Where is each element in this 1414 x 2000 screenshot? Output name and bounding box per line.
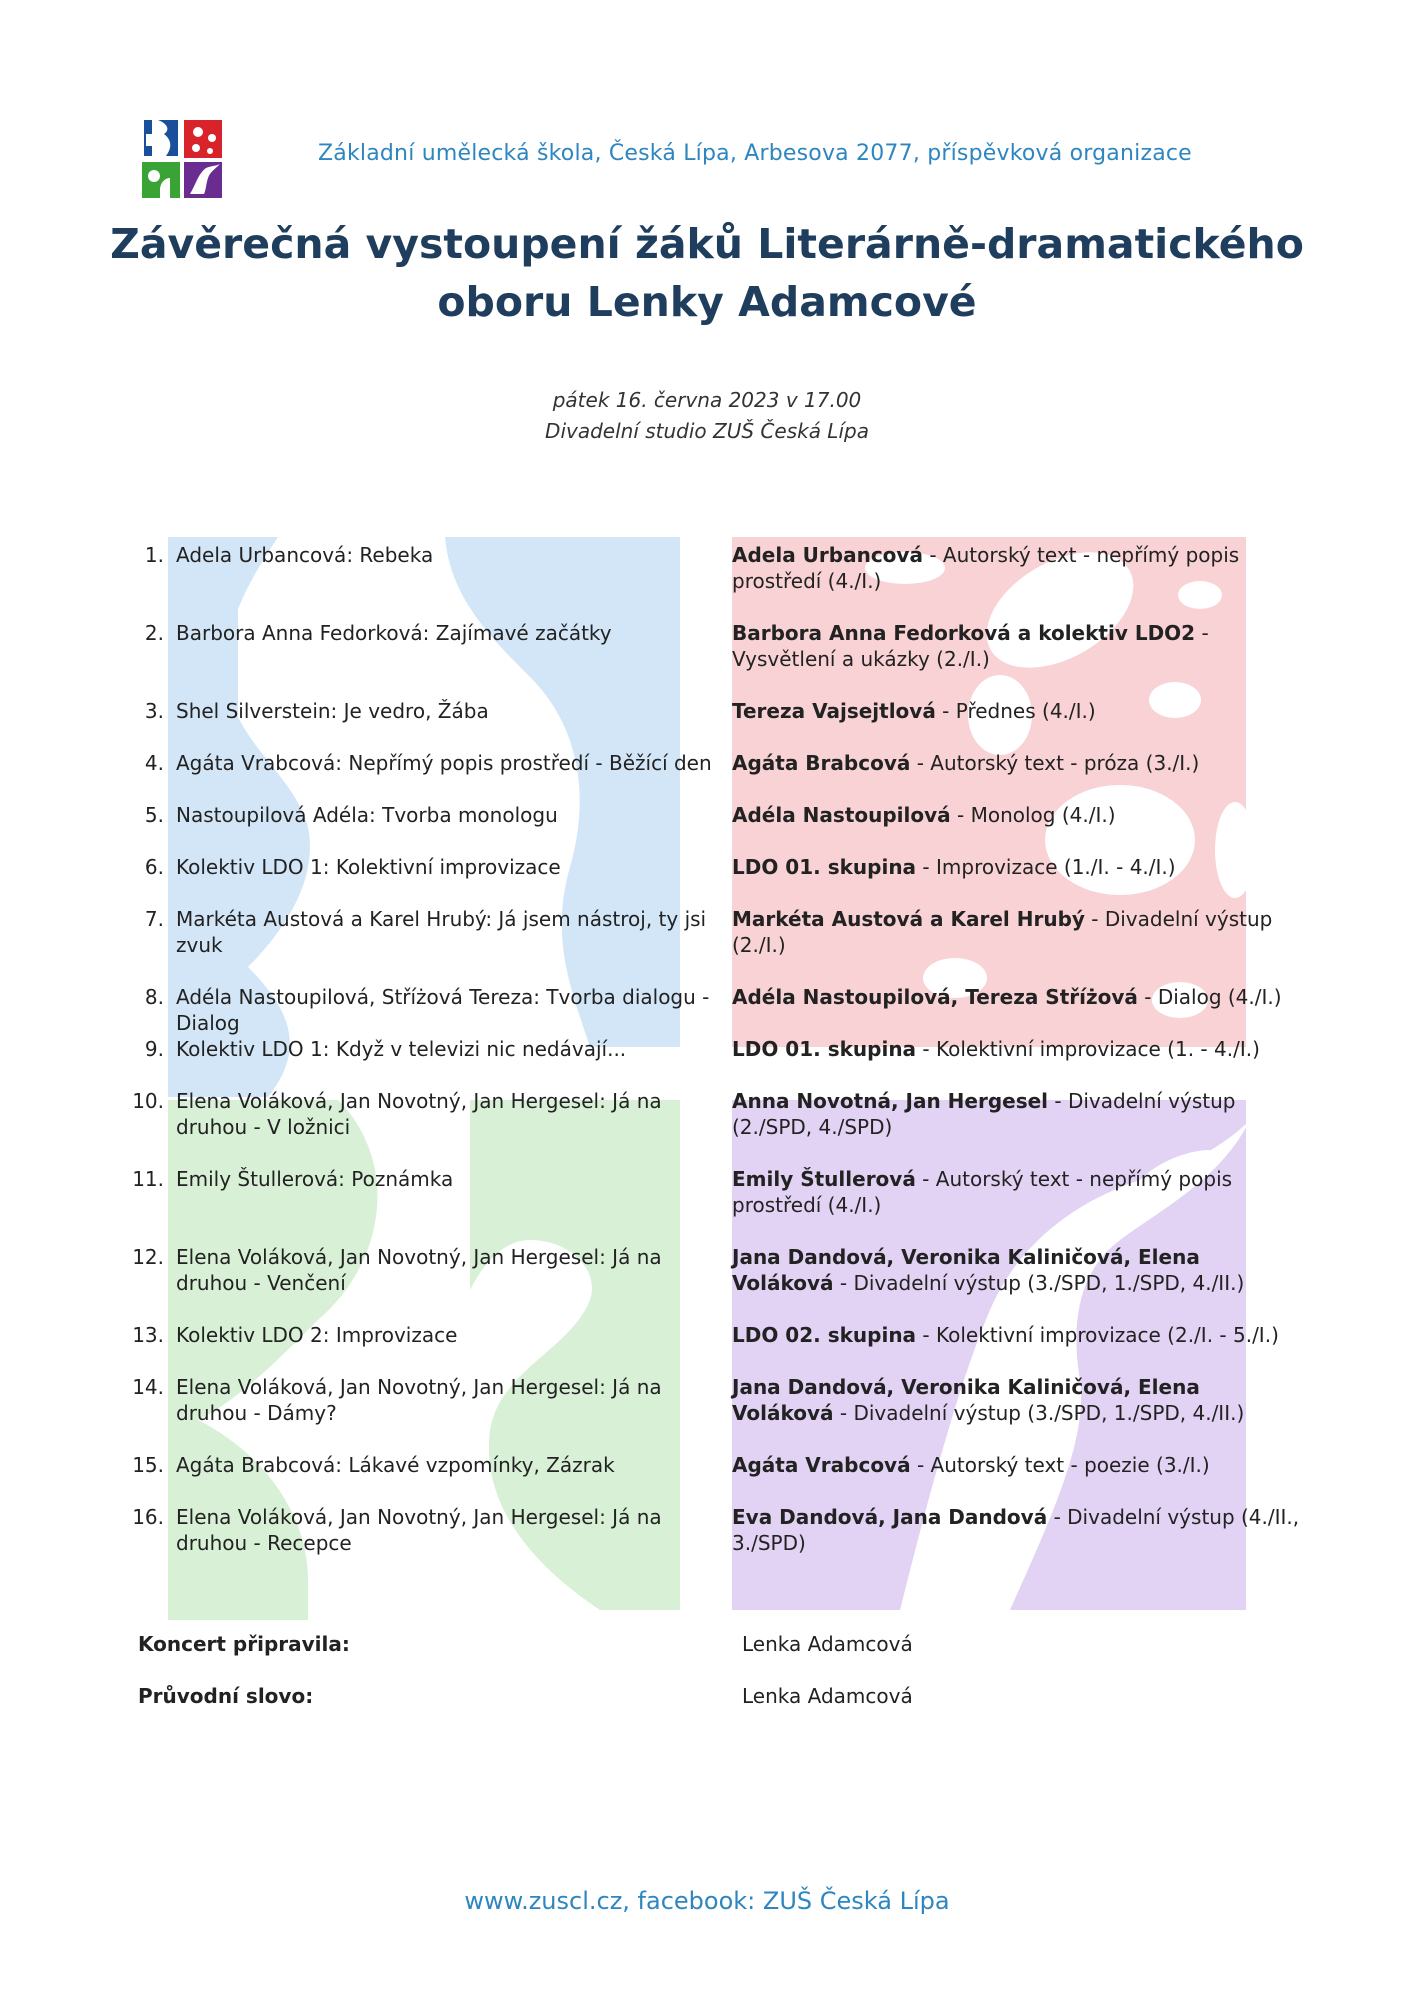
item-performance — [732, 698, 1302, 724]
item-piece: Agáta Brabcová: Lákavé vzpomínky, Zázrak — [176, 1453, 615, 1477]
item-performer: Emily Štullerová — [732, 1167, 916, 1191]
item-number: 6. — [144, 855, 164, 879]
school-name: Základní umělecká škola, Česká Lípa, Arbesova 2077, příspěvková organizace — [318, 141, 1192, 166]
item-piece: Kolektiv LDO 1: Kolektivní improvizace — [176, 855, 561, 879]
item-detail: - Kolektivní improvizace (2./I. - 5./I.) — [916, 1323, 1279, 1347]
item-number: 2. — [144, 621, 164, 645]
item-number: 16. — [132, 1505, 164, 1529]
item-number: 13. — [132, 1323, 164, 1347]
item-performer: Markéta Austová a Karel Hrubý — [732, 907, 1085, 931]
item-performer: Adéla Nastoupilová, Tereza Stříżová — [732, 985, 1138, 1009]
credit-label: Koncert připravila: — [138, 1632, 350, 1656]
item-performer: Tereza Vajsejtlová — [732, 699, 936, 723]
item-number: 7. — [144, 907, 164, 931]
item-piece: Adela Urbancová: Rebeka — [176, 543, 434, 567]
item-piece: Elena Voláková, Jan Novotný, Jan Hergesel: Já na druhou - Dámy? — [176, 1375, 662, 1425]
item-detail: - Divadelní výstup (3./SPD, 1./SPD, 4./II.) — [833, 1271, 1245, 1295]
item-performer: Jana Dandová, Veronika Kaliničová, Elena Voláková — [732, 1375, 1200, 1425]
item-number: 10. — [132, 1089, 164, 1113]
item-detail: - Divadelní výstup (3./SPD, 1./SPD, 4./II.) — [833, 1401, 1245, 1425]
item-number: 8. — [144, 985, 164, 1009]
item-piece: Adéla Nastoupilová, Stříżová Tereza: Tvorba dialogu - Dialog — [176, 985, 710, 1035]
item-performance — [732, 1374, 1302, 1426]
event-date: pátek 16. června 2023 v 17.00 — [552, 388, 862, 412]
item-piece: Nastoupilová Adéla: Tvorba monologu — [176, 803, 558, 827]
item-piece: Agáta Vrabcová: Nepřímý popis prostředí - Běžící den — [176, 751, 712, 775]
item-detail: - Divadelní výstup (4./II., 3./SPD) — [732, 1505, 1300, 1555]
item-detail: - Autorský text - próza (3./I.) — [910, 751, 1200, 775]
item-number: 14. — [132, 1375, 164, 1399]
item-detail: - Monolog (4./I.) — [950, 803, 1116, 827]
item-number: 15. — [132, 1453, 164, 1477]
item-performer: Jana Dandová, Veronika Kaliničová, Elena Voláková — [732, 1245, 1200, 1295]
item-performer: Anna Novotná, Jan Hergesel — [732, 1089, 1049, 1113]
item-performance — [732, 906, 1302, 958]
item-number: 1. — [144, 543, 164, 567]
item-detail: - Autorský text - nepřímý popis prostředí (4./I.) — [732, 1167, 1233, 1217]
item-piece: Elena Voláková, Jan Novotný, Jan Hergesel: Já na druhou - V ložnici — [176, 1089, 662, 1139]
footer-links[interactable]: www.zuscl.cz, facebook: ZUŠ Česká Lípa — [464, 1887, 950, 1915]
item-piece: Markéta Austová a Karel Hrubý: Já jsem nástroj, ty jsi zvuk — [176, 907, 707, 957]
item-number: 5. — [144, 803, 164, 827]
item-piece: Shel Silverstein: Je vedro, Žába — [176, 699, 489, 723]
item-detail: - Divadelní výstup (2./I.) — [732, 907, 1273, 957]
item-piece: Kolektiv LDO 2: Improvizace — [176, 1323, 458, 1347]
item-performer: LDO 02. skupina — [732, 1323, 917, 1347]
item-performance — [732, 802, 1302, 828]
item-performer: Agáta Vrabcová — [732, 1453, 911, 1477]
item-performance — [732, 1036, 1302, 1062]
item-performer: Adéla Nastoupilová — [732, 803, 951, 827]
item-performer: Adela Urbancová — [732, 543, 923, 567]
title-line-2: oboru Lenky Adamcové — [437, 278, 977, 326]
event-venue: Divadelní studio ZUŠ Česká Lípa — [545, 419, 869, 443]
item-performance — [732, 542, 1302, 594]
item-detail: - Dialog (4./I.) — [1137, 985, 1282, 1009]
item-performer: Eva Dandová, Jana Dandová — [732, 1505, 1048, 1529]
item-performer: Barbora Anna Fedorková a kolektiv LDO2 — [732, 621, 1196, 645]
item-performance — [732, 620, 1302, 672]
item-performer: Agáta Brabcová — [732, 751, 911, 775]
title-line-1: Závěrečná vystoupení žáků Literárně-dramatického — [110, 220, 1304, 268]
item-performance — [732, 854, 1302, 880]
item-detail: - Přednes (4./I.) — [935, 699, 1096, 723]
item-number: 9. — [144, 1037, 164, 1061]
item-number: 12. — [132, 1245, 164, 1269]
item-detail: - Kolektivní improvizace (1. - 4./I.) — [916, 1037, 1260, 1061]
item-detail: - Divadelní výstup (2./SPD, 4./SPD) — [732, 1089, 1236, 1139]
item-number: 4. — [144, 751, 164, 775]
item-number: 3. — [144, 699, 164, 723]
item-detail: - Autorský text - nepřímý popis prostředí (4./I.) — [732, 543, 1240, 593]
item-piece: Elena Voláková, Jan Novotný, Jan Hergesel: Já na druhou - Recepce — [176, 1505, 662, 1555]
credit-label: Průvodní slovo: — [138, 1684, 314, 1708]
item-performer: LDO 01. skupina — [732, 1037, 917, 1061]
item-piece: Barbora Anna Fedorková: Zajímavé začátky — [176, 621, 612, 645]
item-number: 11. — [132, 1167, 164, 1191]
item-detail: - Improvizace (1./I. - 4./I.) — [916, 855, 1176, 879]
item-performance — [732, 1322, 1302, 1348]
item-piece: Emily Štullerová: Poznámka — [176, 1167, 454, 1191]
item-detail: - Autorský text - poezie (3./I.) — [910, 1453, 1210, 1477]
item-detail: - Vysvětlení a ukázky (2./I.) — [732, 621, 1209, 671]
item-piece: Elena Voláková, Jan Novotný, Jan Hergesel: Já na druhou - Venčení — [176, 1245, 662, 1295]
bg-red-shape — [732, 528, 1255, 1047]
item-piece: Kolektiv LDO 1: Když v televizi nic nedávají... — [176, 1037, 627, 1061]
credit-value: Lenka Adamcová — [742, 1684, 913, 1708]
credit-value: Lenka Adamcová — [742, 1632, 913, 1656]
item-performance — [732, 1244, 1302, 1296]
item-performance — [732, 1452, 1302, 1478]
item-performance — [732, 1504, 1302, 1556]
item-performance — [732, 1166, 1302, 1218]
item-performer: LDO 01. skupina — [732, 855, 917, 879]
item-performance — [732, 1088, 1302, 1140]
item-performance — [732, 750, 1302, 776]
item-performance — [732, 984, 1302, 1010]
